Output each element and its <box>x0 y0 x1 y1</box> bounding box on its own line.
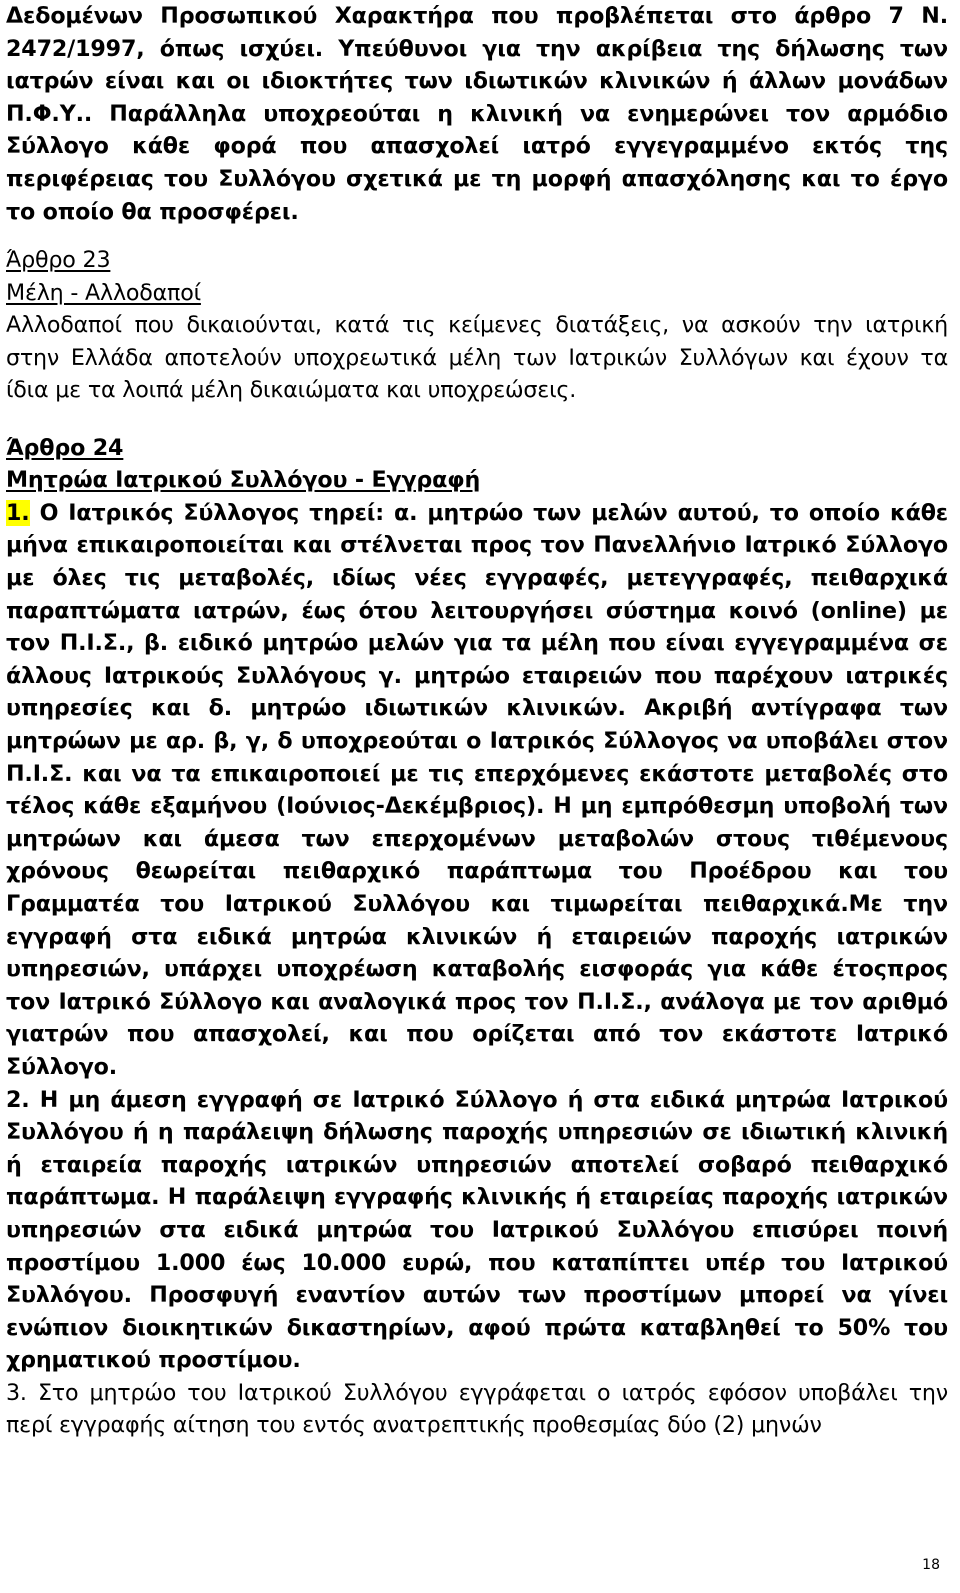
paragraph-1-number: 1. <box>6 499 30 526</box>
intro-paragraph: Δεδομένων Προσωπικού Χαρακτήρα που προβλέπεται στο άρθρο 7 Ν. 2472/1997, όπως ισχύει. Υπεύθυνοι για την ακρίβεια της δήλωσης των ιατρών είναι και οι ιδιοκτήτες των ιδιωτικών κλινικών ή άλλων μονάδων Π.Φ.Υ.. Παράλληλα υποχρεούται η κλινική να ενημερώνει τον αρμόδιο Σύλλογο κάθε φορά που απασχολεί ιατρό εγγεγραμμένο εκτός της περιφέρειας του Συλλόγου σχετικά με τη μορφή απασχόλησης και το έργο το οποίο θα προσφέρει. <box>6 3 948 225</box>
article-24-subtitle: Μητρώα Ιατρικού Συλλόγου - Εγγραφή <box>6 467 481 494</box>
article-23-body: Αλλοδαποί που δικαιούνται, κατά τις κείμενες διατάξεις, να ασκούν την ιατρική στην Ελλάδα αποτελούν υποχρεωτικά μέλη των Ιατρικών Συλλόγων και έχουν τα ίδια με τα λοιπά μέλη δικαιώματα και υποχρεώσεις. <box>6 312 948 404</box>
page-number: 18 <box>922 1557 940 1573</box>
article-23 <box>6 244 948 407</box>
paragraph-1-text: Ο Ιατρικός Σύλλογος τηρεί: α. μητρώο των μελών αυτού, το οποίο κάθε μήνα επικαιροποιείται και στέλνεται προς τον Πανελλήνιο Ιατρικό Σύλλογο με όλες τις μεταβολές, ιδίως νέες εγγραφές, μετεγγραφές, πειθαρχικά παραπτώματα ιατρών, έως ότου λειτουργήσει σύστημα κοινό (online) με τον Π.Ι.Σ., β. ειδικό μητρώο μελών για τα μέλη που είναι εγγεγραμμένα σε άλλους Ιατρικούς Συλλόγους γ. μητρώο εταιρειών που παρέχουν ιατρικές υπηρεσίες και δ. μητρώο ιδιωτικών κλινικών. Ακριβή αντίγραφα των μητρώων με αρ. β, γ, δ υποχρεούται ο Ιατρικός Σύλλογος να υποβάλει στον Π.Ι.Σ. και να τα επικαιροποιεί με τις επερχόμενες εκάστοτε μεταβολές στο τέλος κάθε εξαμήνου (Ιούνιος-Δεκέμβριος). Η μη εμπρόθεσμη υποβολή των μητρώων και άμεσα των επερχομένων μεταβολών στους τιθέμενους χρόνους θεωρείται πειθαρχικό παράπτωμα του Προέδρου και του Γραμματέα του Ιατρικού Συλλόγου και τιμωρείται πειθαρχικά.Με την εγγραφή στα ειδικά μητρώα κλινικών ή εταιρειών παροχής ιατρικών υπηρεσιών, υπάρχει υποχρέωση καταβολής εισφοράς για κάθε έτοςπρος τον Ιατρικό Σύλλογο και αναλογικά προς τον Π.Ι.Σ., ανάλογα με τον αριθμό γιατρών που απασχολεί, και που ορίζεται από τον εκάστοτε Ιατρικό Σύλλογο. <box>6 499 948 1080</box>
article-24-paragraph-2: 2. Η μη άμεση εγγραφή σε Ιατρικό Σύλλογο ή στα ειδικά μητρώα Ιατρικού Συλλόγου ή η παράλειψη δήλωσης παροχής υπηρεσιών σε ιδιωτική κλινική ή εταιρεία παροχής ιατρικών υπηρεσιών αποτελεί σοβαρό πειθαρχικό παράπτωμα. Η παράλειψη εγγραφής κλινικής ή εταιρείας παροχής ιατρικών υπηρεσιών στα ειδικά μητρώα του Ιατρικού Συλλόγου επισύρει ποινή προστίμου 1.000 έως 10.000 ευρώ, που καταπίπτει υπέρ του Ιατρικού Συλλόγου. Προσφυγή εναντίον αυτών των προστίμων μπορεί να γίνει ενώπιον διοικητικών δικαστηρίων, αφού πρώτα καταβληθεί το 50% του χρηματικού προστίμου. <box>6 1086 948 1374</box>
article-23-heading: Άρθρο 23 <box>6 247 111 274</box>
article-24-paragraph-1 <box>6 497 948 1084</box>
article-24 <box>6 432 948 1442</box>
article-23-subtitle: Μέλη - Αλλοδαποί <box>6 279 201 306</box>
article-24-heading: Άρθρο 24 <box>6 434 124 461</box>
article-24-paragraph-3: 3. Στο μητρώο του Ιατρικού Συλλόγου εγγράφεται ο ιατρός εφόσον υποβάλει την περί εγγραφής αίτηση του εντός ανατρεπτικής προθεσμίας δύο (2) μηνών <box>6 1379 948 1439</box>
